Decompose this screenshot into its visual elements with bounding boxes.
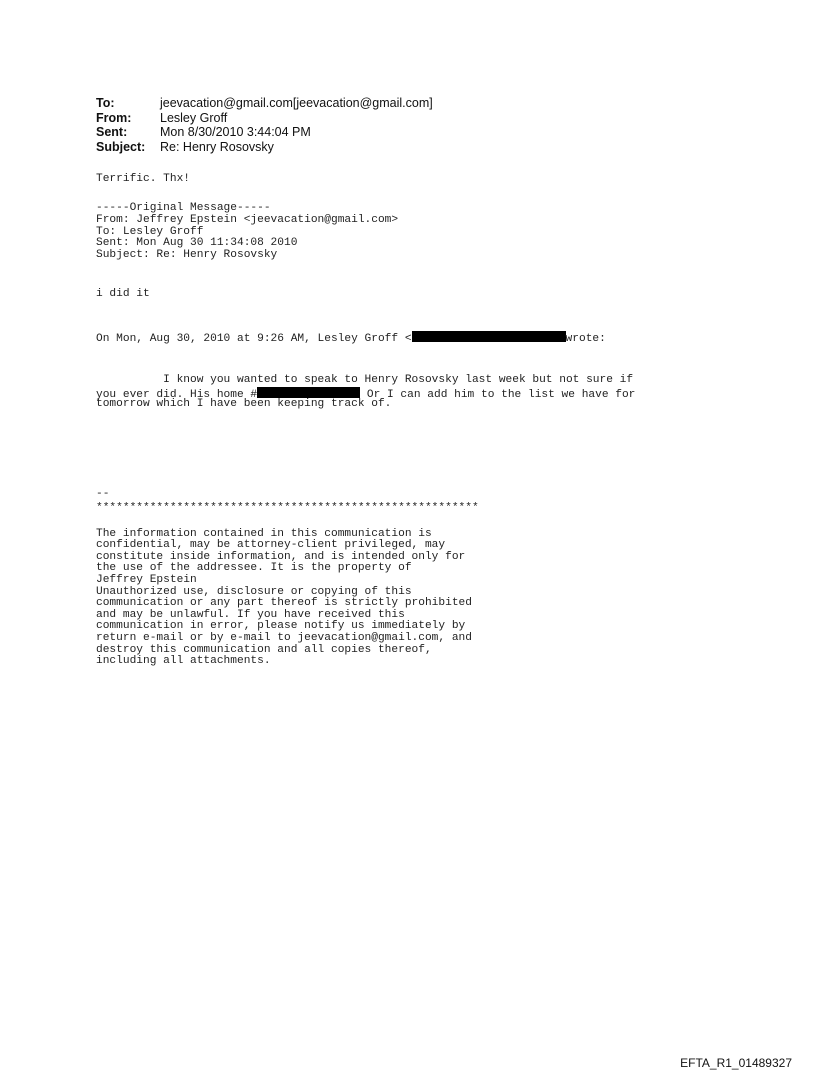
- disclaimer-line: return e-mail or by e-mail to jeevacation@gmail.com, and: [96, 631, 472, 644]
- to-row: [96, 96, 616, 111]
- original-sent: Sent: Mon Aug 30 11:34:08 2010: [96, 237, 298, 249]
- disclaimer-line: including all attachments.: [96, 655, 271, 668]
- subject-row: [96, 140, 616, 155]
- disclaimer-line: destroy this communication and all copies thereof,: [96, 643, 432, 656]
- quote-intro-text: On Mon, Aug 30, 2010 at 9:26 AM, Lesley Groff <: [96, 333, 412, 345]
- disclaimer-line: constitute inside information, and is intended only for: [96, 550, 466, 563]
- quote-line-3: tomorrow which I have been keeping track of.: [96, 398, 392, 410]
- sent-row: [96, 125, 616, 140]
- redaction-block: [412, 331, 566, 342]
- to-value: jeevacation@gmail.com[jeevacation@gmail.com]: [160, 96, 433, 110]
- original-to: To: Lesley Groff: [96, 226, 204, 238]
- disclaimer-block: [96, 517, 472, 679]
- disclaimer-line: communication or any part thereof is strictly prohibited: [96, 597, 472, 610]
- original-from: From: Jeffrey Epstein <jeevacation@gmail.com>: [96, 214, 399, 226]
- subject-label: Subject:: [96, 139, 146, 154]
- original-text: i did it: [96, 288, 150, 300]
- quote-intro: [96, 331, 606, 346]
- disclaimer-line: The information contained in this communication is: [96, 527, 432, 540]
- redaction-block: [257, 387, 360, 398]
- subject-value: Re: Henry Rosovsky: [160, 139, 274, 154]
- disclaimer-line: and may be unlawful. If you have received this: [96, 608, 405, 621]
- disclaimer-line: Unauthorized use, disclosure or copying of this: [96, 585, 412, 598]
- quote-line-2-start: you ever did. His home #: [96, 389, 258, 401]
- from-row: [96, 111, 616, 126]
- quote-line-1: I know you wanted to speak to Henry Rosovsky last week but not sure if: [96, 374, 634, 386]
- disclaimer-line: confidential, may be attorney-client privileged, may: [96, 539, 446, 552]
- from-value: Lesley Groff: [160, 110, 228, 125]
- email-header: [96, 96, 616, 154]
- sent-label: Sent:: [96, 125, 128, 139]
- reply-text: Terrific. Thx!: [96, 173, 190, 185]
- disclaimer-line: communication in error, please notify us immediately by: [96, 620, 466, 633]
- original-subject: Subject: Re: Henry Rosovsky: [96, 249, 278, 261]
- signature-dash: --: [96, 488, 110, 500]
- quote-line-2-end: Or I can add him to the list we have for: [360, 389, 636, 401]
- to-label: To:: [96, 96, 115, 110]
- from-label: From:: [96, 110, 132, 125]
- document-id: EFTA_R1_01489327: [680, 1056, 792, 1070]
- disclaimer-line: the use of the addressee. It is the property of: [96, 562, 412, 575]
- disclaimer-line: Jeffrey Epstein: [96, 573, 197, 586]
- signature-stars: *********************************************************: [96, 502, 479, 514]
- quote-intro-wrote: wrote:: [565, 333, 606, 345]
- sent-value: Mon 8/30/2010 3:44:04 PM: [160, 125, 311, 139]
- original-divider: -----Original Message-----: [96, 202, 271, 214]
